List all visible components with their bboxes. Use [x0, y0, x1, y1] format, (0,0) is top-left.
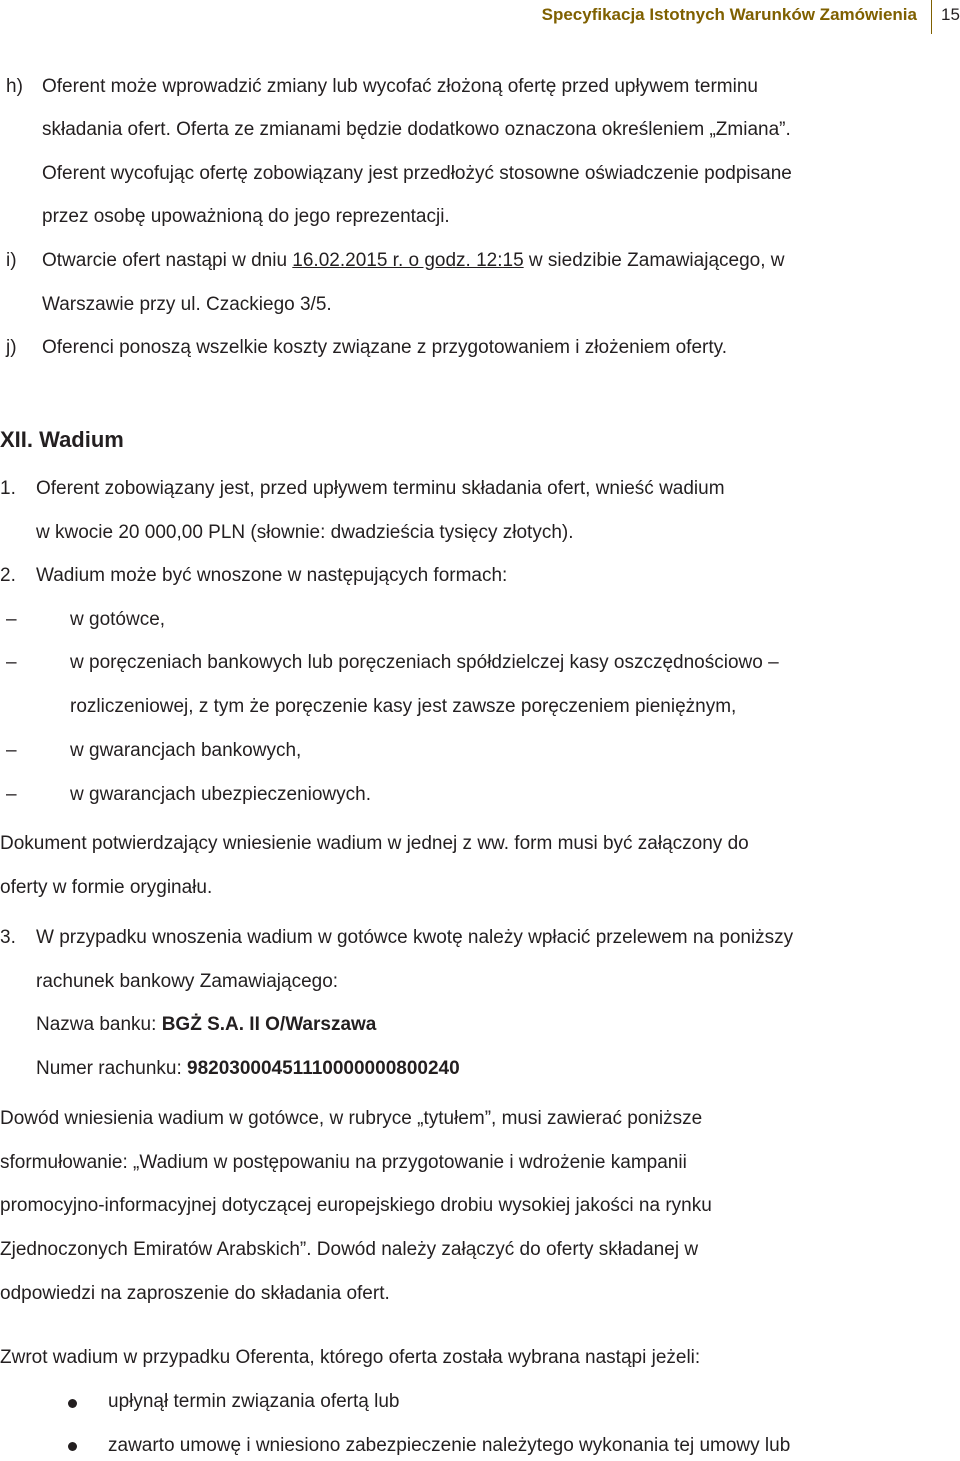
- point-1-line-2: w kwocie 20 000,00 PLN (słownie: dwadzieścia tysięcy złotych).: [36, 522, 574, 543]
- item-h-line-1: Oferent może wprowadzić zmiany lub wycofać złożoną ofertę przed upływem terminu: [42, 76, 758, 97]
- running-header-title: Specyfikacja Istotnych Warunków Zamówienia: [541, 5, 917, 24]
- account-number: 98203000451110000000800240: [187, 1058, 460, 1079]
- item-j-label: j): [6, 337, 17, 358]
- proof-note-line-2: sformułowanie: „Wadium w postępowaniu na przygotowanie i wdrożenie kampanii: [0, 1152, 687, 1173]
- point-2-text: Wadium może być wnoszone w następujących formach:: [36, 565, 508, 586]
- item-h-line-3: Oferent wycofując ofertę zobowiązany jest przedłożyć stosowne oświadczenie podpisane: [42, 163, 792, 184]
- proof-note-line-4: Zjednoczonych Emiratów Arabskich”. Dowód należy załączyć do oferty składanej w: [0, 1239, 699, 1260]
- form-item: w gwarancjach ubezpieczeniowych.: [70, 784, 371, 805]
- form-item: w poręczeniach bankowych lub poręczeniach spółdzielczej kasy oszczędnościowo –: [70, 652, 779, 673]
- point-3-line-2: rachunek bankowy Zamawiającego:: [36, 971, 339, 992]
- point-3-line-1: W przypadku wnoszenia wadium w gotówce kwotę należy wpłacić przelewem na poniższy: [36, 927, 794, 948]
- document-note-line-1: Dokument potwierdzający wniesienie wadium w jednej z ww. form musi być załączony do: [0, 833, 749, 854]
- point-1-line-1: Oferent zobowiązany jest, przed upływem terminu składania ofert, wnieść wadium: [36, 478, 725, 499]
- header-divider: [931, 0, 932, 34]
- document-note-line-2: oferty w formie oryginału.: [0, 877, 213, 898]
- opening-date: 16.02.2015 r. o godz. 12:15: [292, 250, 524, 271]
- item-h-line-4: przez osobę upoważnioną do jego reprezentacji.: [42, 206, 450, 227]
- point-2-label: 2.: [0, 565, 16, 586]
- form-dash: –: [6, 740, 17, 761]
- page-number: 15: [941, 5, 960, 24]
- section-heading: XII. Wadium: [0, 427, 124, 452]
- refund-intro: Zwrot wadium w przypadku Oferenta, którego oferta została wybrana nastąpi jeżeli:: [0, 1347, 701, 1368]
- form-dash: –: [6, 609, 17, 630]
- bank-name-row: Nazwa banku: BGŻ S.A. II O/Warszawa: [36, 1014, 377, 1035]
- refund-condition: zawarto umowę i wniesiono zabezpieczenie należytego wykonania tej umowy lub: [108, 1435, 791, 1456]
- bullet-icon: [68, 1399, 77, 1408]
- item-i-line-1: Otwarcie ofert nastąpi w dniu 16.02.2015 r. o godz. 12:15 w siedzibie Zamawiającego, w: [42, 250, 785, 271]
- form-item: w gotówce,: [70, 609, 166, 630]
- form-dash: –: [6, 652, 17, 673]
- item-h-line-2: składania ofert. Oferta ze zmianami będzie dodatkowo oznaczona określeniem „Zmiana”.: [42, 119, 791, 140]
- item-i-label: i): [6, 250, 17, 271]
- form-item-continuation: rozliczeniowej, z tym że poręczenie kasy jest zawsze poręczeniem pieniężnym,: [70, 696, 737, 717]
- proof-note-line-5: odpowiedzi na zaproszenie do składania ofert.: [0, 1283, 390, 1304]
- item-h-label: h): [6, 76, 23, 97]
- bullet-icon: [68, 1442, 77, 1451]
- item-i-line-2: Warszawie przy ul. Czackiego 3/5.: [42, 294, 332, 315]
- account-number-row: Numer rachunku: 98203000451110000000800240: [36, 1058, 460, 1079]
- proof-note-line-3: promocyjno-informacyjnej dotyczącej europejskiego drobiu wysokiej jakości na rynku: [0, 1195, 712, 1216]
- bank-name: BGŻ S.A. II O/Warszawa: [161, 1014, 377, 1035]
- proof-note-line-1: Dowód wniesienia wadium w gotówce, w rubryce „tytułem”, musi zawierać poniższe: [0, 1108, 703, 1129]
- form-dash: –: [6, 784, 17, 805]
- form-item: w gwarancjach bankowych,: [70, 740, 302, 761]
- point-1-label: 1.: [0, 478, 16, 499]
- point-3-label: 3.: [0, 927, 16, 948]
- refund-condition: upłynął termin związania ofertą lub: [108, 1391, 400, 1412]
- item-j-text: Oferenci ponoszą wszelkie koszty związane z przygotowaniem i złożeniem oferty.: [42, 337, 727, 358]
